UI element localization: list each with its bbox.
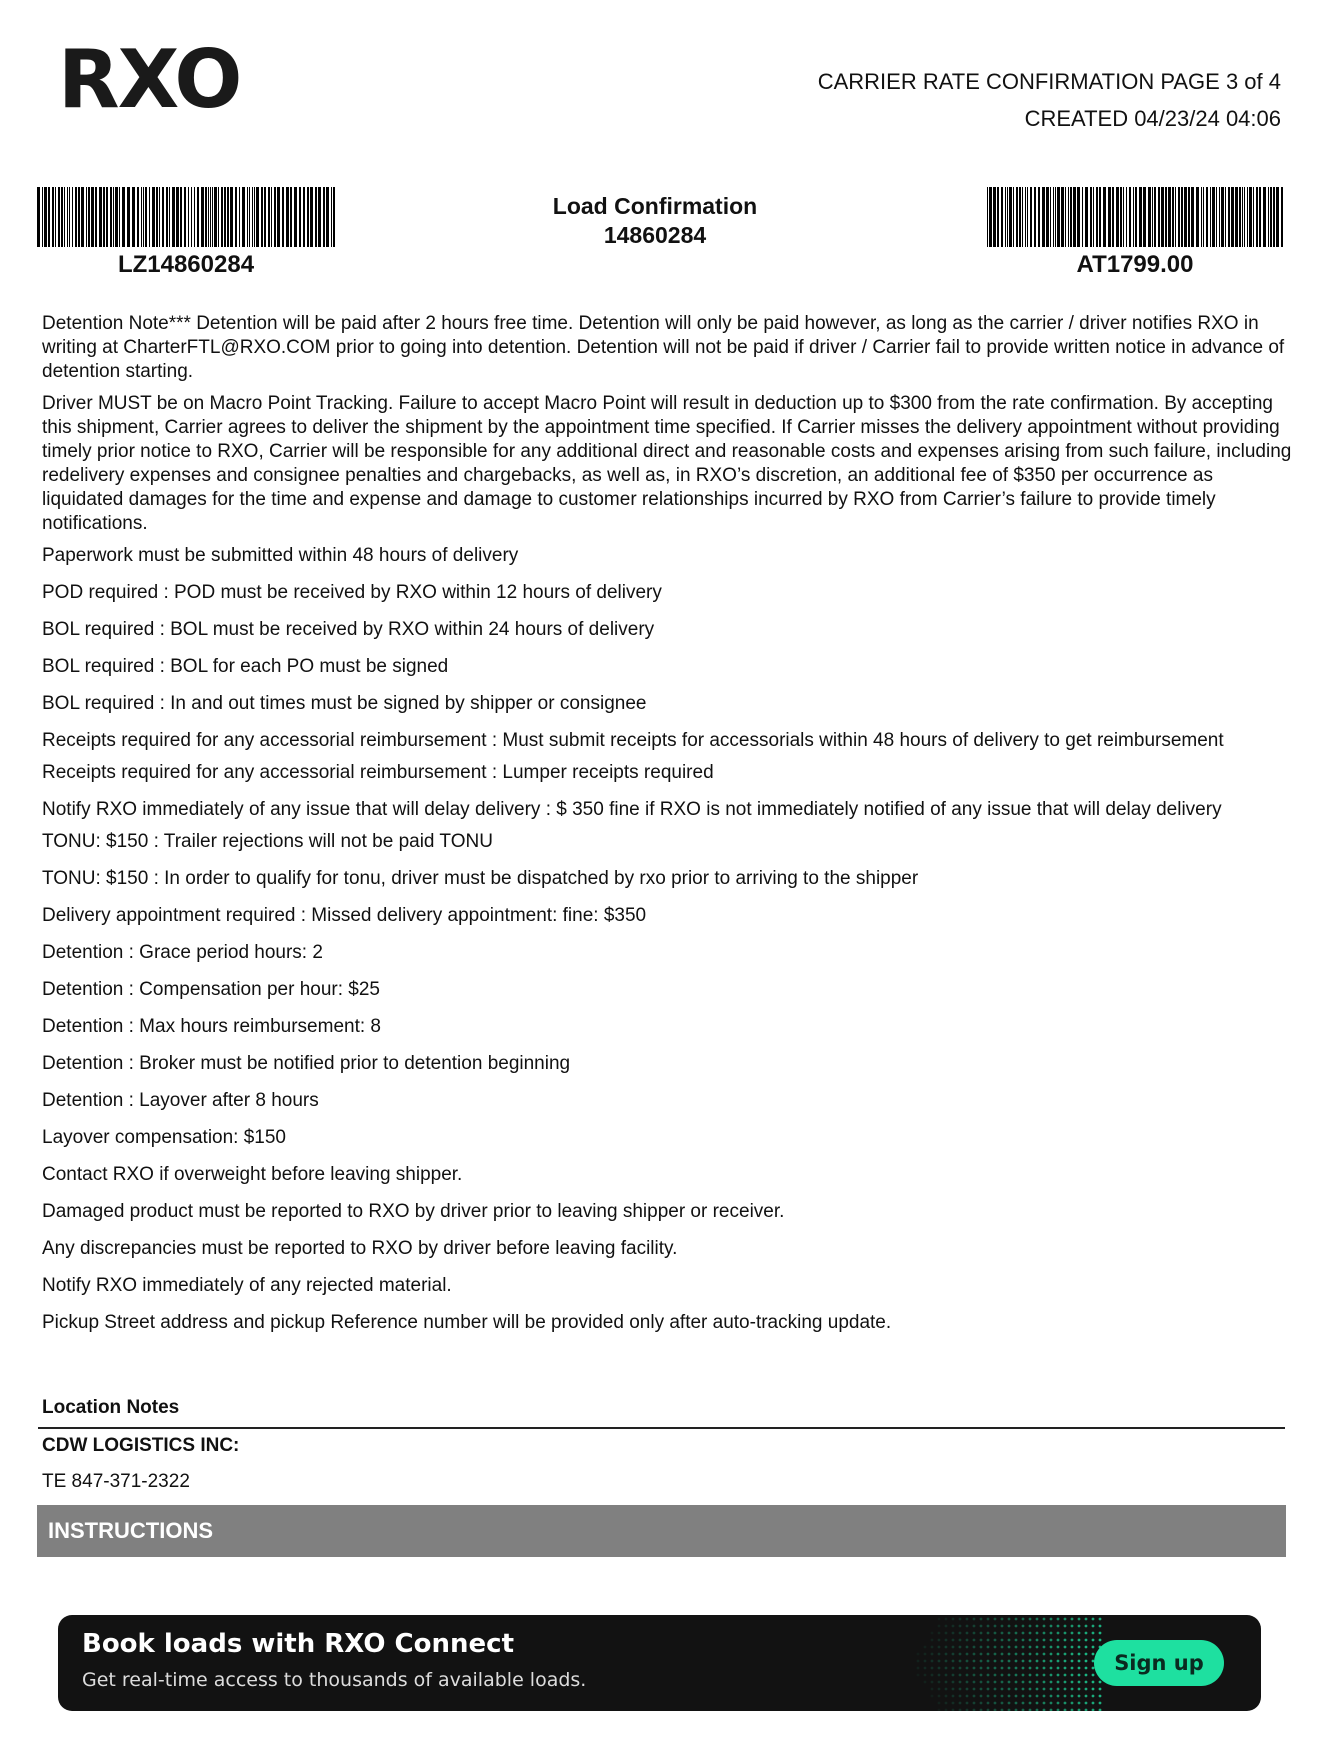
- note-item: Receipts required for any accessorial reimbursement : Must submit receipts for accessorials within 48 hours of delivery to get reimbursement: [42, 730, 1224, 751]
- note-item: BOL required : BOL must be received by RXO within 24 hours of delivery: [42, 619, 655, 640]
- rxo-logo: RXO: [58, 33, 241, 126]
- divider: [38, 1427, 1285, 1429]
- sign-up-button[interactable]: Sign up: [1094, 1640, 1224, 1686]
- note-item: BOL required : BOL for each PO must be signed: [42, 656, 449, 677]
- note-item: Delivery appointment required : Missed delivery appointment: fine: $350: [42, 905, 647, 926]
- company-phone: TE 847-371-2322: [42, 1471, 190, 1492]
- dot-pattern-icon: [893, 1615, 1113, 1711]
- note-item: Receipts required for any accessorial reimbursement : Lumper receipts required: [42, 762, 714, 783]
- note-item: Notify RXO immediately of any rejected material.: [42, 1275, 452, 1296]
- banner-title: Book loads with RXO Connect: [82, 1629, 514, 1659]
- document-header: [818, 63, 1281, 137]
- page-title: CARRIER RATE CONFIRMATION PAGE 3 of 4: [817, 69, 1281, 94]
- note-item: Paperwork must be submitted within 48 hours of delivery: [42, 545, 519, 566]
- terms-notes: [42, 312, 1292, 1348]
- note-detention: Detention Note*** Detention will be paid after 2 hours free time. Detention will only be paid however, as long as the carrier / driver notifies RXO in writing at CharterFTL@RXO.COM prior to going into detention. Detention will not be paid if driver / Carrier fail to provide written notice in advance of detention starting.: [42, 313, 1285, 382]
- instructions-bar: INSTRUCTIONS: [37, 1505, 1286, 1557]
- note-item: TONU: $150 : In order to qualify for tonu, driver must be dispatched by rxo prior to arriving to the shipper: [42, 868, 919, 889]
- note-item: Detention : Layover after 8 hours: [42, 1090, 319, 1111]
- note-item: TONU: $150 : Trailer rejections will not be paid TONU: [42, 831, 493, 852]
- note-item: POD required : POD must be received by RXO within 12 hours of delivery: [42, 582, 662, 603]
- location-notes-heading: Location Notes: [42, 1397, 180, 1418]
- note-macro-point: Driver MUST be on Macro Point Tracking. Failure to accept Macro Point will result in deduction up to $300 from the rate confirmation. By accepting this shipment, Carrier agrees to deliver the shipment by the appointment time specified. If Carrier misses the delivery appointment without providing timely prior notice to RXO, Carrier will be responsible for any additional direct and reasonable costs and expenses arising from such failure, including redelivery expenses and consignee penalties and chargebacks, as well as, in RXO’s discretion, an additional fee of $350 per occurrence as liquidated damages for the time and expense and damage to customer relationships incurred by RXO from Carrier’s failure to provide timely notifications.: [42, 393, 1292, 534]
- note-item: Notify RXO immediately of any issue that will delay delivery : $ 350 fine if RXO is not immediately notified of any issue that will delay delivery: [42, 799, 1222, 820]
- note-item: Detention : Max hours reimbursement: 8: [42, 1016, 381, 1037]
- note-item: Layover compensation: $150: [42, 1127, 286, 1148]
- rxo-connect-banner[interactable]: [58, 1615, 1261, 1711]
- note-item: Contact RXO if overweight before leaving shipper.: [42, 1164, 463, 1185]
- barcode-right-label: AT1799.00: [1076, 251, 1194, 278]
- load-title-text: Load Confirmation: [552, 193, 758, 219]
- note-item: Any discrepancies must be reported to RXO by driver before leaving facility.: [42, 1238, 678, 1259]
- created-timestamp: CREATED 04/23/24 04:06: [1024, 106, 1281, 131]
- load-confirmation-title: [470, 192, 840, 250]
- note-item: Pickup Street address and pickup Reference number will be provided only after auto-tracking update.: [42, 1312, 892, 1333]
- note-item: Detention : Grace period hours: 2: [42, 942, 323, 963]
- barcode-left-icon: [37, 187, 335, 247]
- note-item: BOL required : In and out times must be signed by shipper or consignee: [42, 693, 647, 714]
- banner-subtitle: Get real-time access to thousands of available loads.: [82, 1669, 587, 1691]
- company-name: CDW LOGISTICS INC:: [42, 1435, 240, 1456]
- note-item: Detention : Compensation per hour: $25: [42, 979, 380, 1000]
- barcode-left-label: LZ14860284: [117, 251, 255, 278]
- note-item: Detention : Broker must be notified prior to detention beginning: [42, 1053, 571, 1074]
- note-item: Damaged product must be reported to RXO by driver prior to leaving shipper or receiver.: [42, 1201, 785, 1222]
- barcode-right-icon: [987, 187, 1283, 247]
- load-number: 14860284: [603, 222, 707, 248]
